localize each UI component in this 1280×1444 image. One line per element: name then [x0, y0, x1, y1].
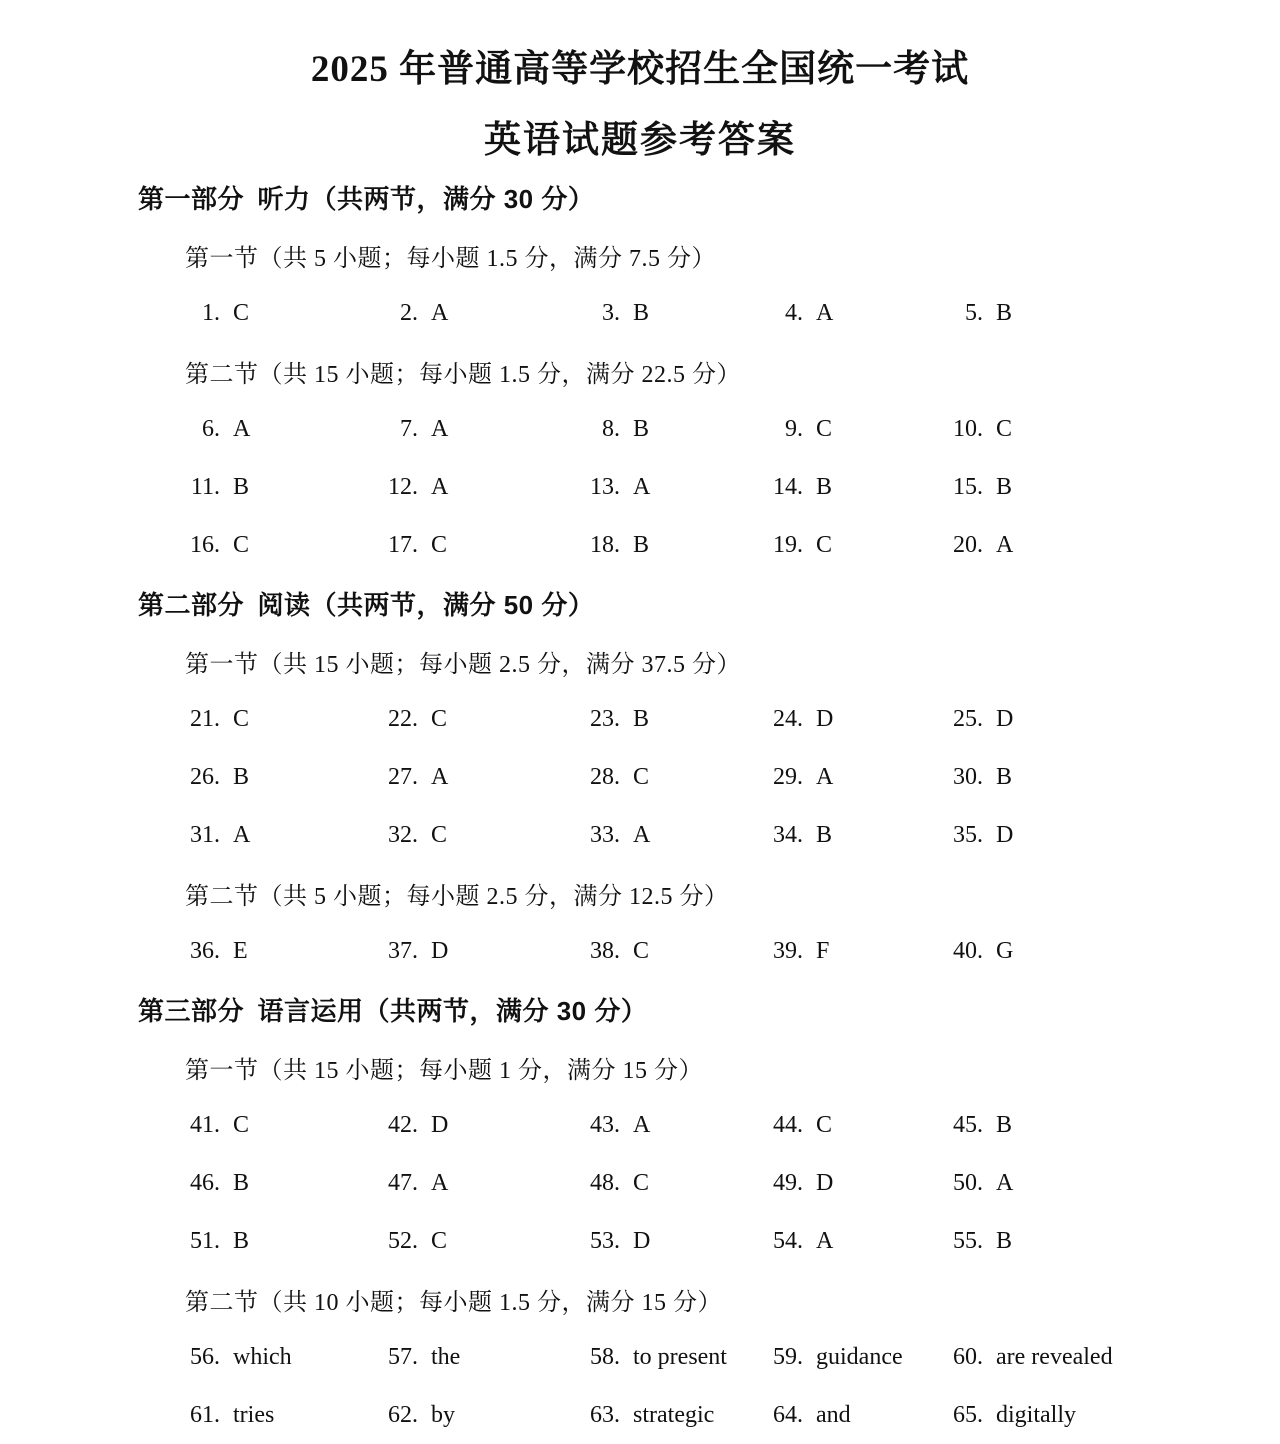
question-number: 9.: [785, 415, 803, 442]
question-number: 3.: [602, 299, 620, 326]
answer-row: [0, 1328, 1280, 1386]
answer-cell: [933, 822, 1280, 849]
answer-text: C: [233, 299, 250, 326]
answer-cell: [170, 1344, 368, 1371]
answer-text: A: [431, 763, 449, 790]
question-number: 58.: [590, 1343, 620, 1370]
answer-cell: [368, 474, 570, 501]
answer-text: A: [996, 531, 1014, 558]
question-number: 24.: [773, 705, 803, 732]
answer-cell: [170, 938, 368, 965]
part-1: [0, 168, 1280, 574]
answer-text: B: [233, 473, 250, 500]
part-3: [0, 980, 1280, 1444]
question-number: 27.: [388, 763, 418, 790]
question-number: 18.: [590, 531, 620, 558]
answer-cell: [570, 822, 753, 849]
answer-cell: [368, 416, 570, 443]
answer-text: which: [233, 1343, 292, 1370]
answer-cell: [753, 764, 933, 791]
answer-text: C: [816, 531, 833, 558]
answer-text: D: [633, 1227, 651, 1254]
answer-cell: [753, 416, 933, 443]
question-number: 47.: [388, 1169, 418, 1196]
answer-row: [0, 1212, 1280, 1270]
question-number: 17.: [388, 531, 418, 558]
question-number: 15.: [953, 473, 983, 500]
answer-cell: [570, 1170, 753, 1197]
answer-cell: [933, 474, 1280, 501]
answer-text: A: [431, 473, 449, 500]
answer-cell: [753, 1228, 933, 1255]
answer-row: [0, 1154, 1280, 1212]
question-number: 16.: [190, 531, 220, 558]
question-number: 49.: [773, 1169, 803, 1196]
question-number: 26.: [190, 763, 220, 790]
answer-row: [0, 516, 1280, 574]
answer-cell: [170, 764, 368, 791]
question-number: 23.: [590, 705, 620, 732]
answer-text: B: [816, 821, 833, 848]
question-number: 20.: [953, 531, 983, 558]
answer-cell: [753, 1344, 933, 1371]
answer-text: G: [996, 937, 1014, 964]
question-number: 28.: [590, 763, 620, 790]
answer-cell: [570, 300, 753, 327]
question-number: 53.: [590, 1227, 620, 1254]
answer-cell: [368, 1112, 570, 1139]
answer-cell: [933, 1112, 1280, 1139]
question-number: 19.: [773, 531, 803, 558]
question-number: 12.: [388, 473, 418, 500]
answer-text: C: [996, 415, 1013, 442]
answer-text: C: [633, 1169, 650, 1196]
answer-cell: [170, 474, 368, 501]
answer-text: strategic: [633, 1401, 715, 1428]
answer-cell: [368, 1170, 570, 1197]
answer-text: D: [996, 821, 1014, 848]
question-number: 5.: [965, 299, 983, 326]
answer-cell: [753, 474, 933, 501]
question-number: 35.: [953, 821, 983, 848]
question-number: 7.: [400, 415, 418, 442]
answer-text: B: [233, 1227, 250, 1254]
answer-text: E: [233, 937, 248, 964]
question-number: 63.: [590, 1401, 620, 1428]
question-number: 31.: [190, 821, 220, 848]
answer-cell: [368, 1228, 570, 1255]
answer-row: [0, 400, 1280, 458]
answer-cell: [368, 938, 570, 965]
question-number: 48.: [590, 1169, 620, 1196]
answer-cell: [170, 1228, 368, 1255]
answer-cell: [933, 300, 1280, 327]
question-number: 36.: [190, 937, 220, 964]
question-number: 42.: [388, 1111, 418, 1138]
answer-cell: [368, 822, 570, 849]
part-heading: 第二部分 阅读（共两节，满分 50 分）: [138, 589, 595, 620]
answer-text: C: [233, 705, 250, 732]
answer-text: are revealed: [996, 1343, 1113, 1370]
answer-cell: [753, 822, 933, 849]
answer-text: D: [816, 705, 834, 732]
answer-text: D: [996, 705, 1014, 732]
answer-cell: [170, 416, 368, 443]
answer-row: [0, 922, 1280, 980]
answer-text: A: [233, 821, 251, 848]
answer-text: B: [996, 1111, 1013, 1138]
section-heading: 第二节（共 5 小题；每小题 2.5 分，满分 12.5 分）: [185, 883, 729, 910]
question-number: 10.: [953, 415, 983, 442]
question-number: 41.: [190, 1111, 220, 1138]
question-number: 21.: [190, 705, 220, 732]
answer-cell: [570, 764, 753, 791]
answer-cell: [170, 1112, 368, 1139]
question-number: 34.: [773, 821, 803, 848]
answer-text: to present: [633, 1343, 727, 1370]
answer-cell: [753, 1170, 933, 1197]
question-number: 40.: [953, 937, 983, 964]
answer-cell: [170, 1170, 368, 1197]
question-number: 61.: [190, 1401, 220, 1428]
answer-cell: [753, 300, 933, 327]
answer-cell: [753, 706, 933, 733]
answer-cell: [368, 532, 570, 559]
question-number: 45.: [953, 1111, 983, 1138]
answer-text: C: [633, 763, 650, 790]
question-number: 8.: [602, 415, 620, 442]
document-subtitle: 英语试题参考答案: [484, 120, 796, 161]
question-number: 37.: [388, 937, 418, 964]
question-number: 52.: [388, 1227, 418, 1254]
answer-cell: [570, 1112, 753, 1139]
answer-text: C: [633, 937, 650, 964]
answer-text: C: [431, 531, 448, 558]
answer-cell: [570, 706, 753, 733]
document-title: 2025 年普通高等学校招生全国统一考试: [310, 49, 970, 90]
question-number: 44.: [773, 1111, 803, 1138]
answer-text: B: [996, 473, 1013, 500]
answer-text: B: [233, 1169, 250, 1196]
answer-row: [0, 284, 1280, 342]
question-number: 64.: [773, 1401, 803, 1428]
question-number: 54.: [773, 1227, 803, 1254]
answer-text: C: [233, 1111, 250, 1138]
answer-cell: [368, 1402, 570, 1429]
question-number: 56.: [190, 1343, 220, 1370]
answer-text: B: [633, 415, 650, 442]
answer-text: A: [633, 473, 651, 500]
answer-text: B: [633, 705, 650, 732]
answer-cell: [170, 300, 368, 327]
answer-cell: [368, 764, 570, 791]
answer-text: B: [633, 531, 650, 558]
answer-text: tries: [233, 1401, 275, 1428]
answer-text: guidance: [816, 1343, 903, 1370]
answer-row: [0, 1386, 1280, 1444]
question-number: 59.: [773, 1343, 803, 1370]
question-number: 29.: [773, 763, 803, 790]
answer-text: A: [996, 1169, 1014, 1196]
answer-row: [0, 458, 1280, 516]
question-number: 2.: [400, 299, 418, 326]
answer-text: B: [996, 299, 1013, 326]
answer-text: C: [431, 821, 448, 848]
part-2: [0, 574, 1280, 980]
answer-cell: [570, 1402, 753, 1429]
question-number: 1.: [202, 299, 220, 326]
section-heading: 第一节（共 5 小题；每小题 1.5 分，满分 7.5 分）: [185, 245, 716, 272]
answer-cell: [368, 706, 570, 733]
question-number: 33.: [590, 821, 620, 848]
question-number: 60.: [953, 1343, 983, 1370]
answer-cell: [933, 764, 1280, 791]
answer-text: D: [431, 1111, 449, 1138]
section-heading: 第一节（共 15 小题；每小题 2.5 分，满分 37.5 分）: [185, 651, 741, 678]
answer-text: A: [233, 415, 251, 442]
answer-cell: [170, 706, 368, 733]
answer-cell: [933, 532, 1280, 559]
answer-text: A: [633, 821, 651, 848]
answer-text: B: [233, 763, 250, 790]
answer-cell: [933, 706, 1280, 733]
question-number: 4.: [785, 299, 803, 326]
part-heading: 第一部分 听力（共两节，满分 30 分）: [138, 183, 595, 214]
answer-cell: [570, 474, 753, 501]
answer-text: C: [816, 415, 833, 442]
answer-text: B: [996, 763, 1013, 790]
answer-row: [0, 1096, 1280, 1154]
answer-cell: [570, 532, 753, 559]
answer-text: A: [431, 1169, 449, 1196]
question-number: 25.: [953, 705, 983, 732]
answer-text: A: [816, 1227, 834, 1254]
answer-cell: [933, 1170, 1280, 1197]
answer-cell: [933, 1344, 1280, 1371]
answer-cell: [933, 1228, 1280, 1255]
question-number: 46.: [190, 1169, 220, 1196]
question-number: 65.: [953, 1401, 983, 1428]
section-heading: 第一节（共 15 小题；每小题 1 分，满分 15 分）: [185, 1057, 703, 1084]
answer-key: [0, 168, 1280, 1444]
answer-cell: [570, 416, 753, 443]
question-number: 38.: [590, 937, 620, 964]
question-number: 32.: [388, 821, 418, 848]
answer-text: B: [816, 473, 833, 500]
answer-text: digitally: [996, 1401, 1076, 1428]
section-heading: 第二节（共 15 小题；每小题 1.5 分，满分 22.5 分）: [185, 361, 741, 388]
question-number: 57.: [388, 1343, 418, 1370]
answer-cell: [368, 1344, 570, 1371]
answer-row: [0, 806, 1280, 864]
answer-text: and: [816, 1401, 851, 1428]
question-number: 14.: [773, 473, 803, 500]
answer-text: A: [816, 299, 834, 326]
answer-text: B: [996, 1227, 1013, 1254]
answer-cell: [570, 1228, 753, 1255]
answer-cell: [933, 1402, 1280, 1429]
answer-text: the: [431, 1343, 461, 1370]
question-number: 6.: [202, 415, 220, 442]
answer-text: C: [431, 705, 448, 732]
question-number: 43.: [590, 1111, 620, 1138]
answer-cell: [753, 938, 933, 965]
answer-text: D: [431, 937, 449, 964]
answer-cell: [368, 300, 570, 327]
answer-text: by: [431, 1401, 455, 1428]
answer-text: D: [816, 1169, 834, 1196]
answer-cell: [170, 532, 368, 559]
answer-cell: [170, 1402, 368, 1429]
answer-row: [0, 748, 1280, 806]
answer-cell: [933, 938, 1280, 965]
question-number: 55.: [953, 1227, 983, 1254]
answer-text: B: [633, 299, 650, 326]
answer-text: A: [633, 1111, 651, 1138]
answer-cell: [570, 1344, 753, 1371]
answer-cell: [753, 1112, 933, 1139]
question-number: 22.: [388, 705, 418, 732]
answer-text: C: [431, 1227, 448, 1254]
answer-cell: [933, 416, 1280, 443]
question-number: 62.: [388, 1401, 418, 1428]
question-number: 11.: [190, 473, 220, 500]
section-heading: 第二节（共 10 小题；每小题 1.5 分，满分 15 分）: [185, 1289, 722, 1316]
answer-text: A: [431, 415, 449, 442]
answer-cell: [170, 822, 368, 849]
answer-text: C: [233, 531, 250, 558]
question-number: 51.: [190, 1227, 220, 1254]
answer-text: A: [816, 763, 834, 790]
answer-cell: [570, 938, 753, 965]
answer-text: A: [431, 299, 449, 326]
part-heading: 第三部分 语言运用（共两节，满分 30 分）: [138, 995, 648, 1026]
question-number: 50.: [953, 1169, 983, 1196]
answer-row: [0, 690, 1280, 748]
question-number: 13.: [590, 473, 620, 500]
answer-text: C: [816, 1111, 833, 1138]
answer-cell: [753, 532, 933, 559]
question-number: 30.: [953, 763, 983, 790]
answer-cell: [753, 1402, 933, 1429]
question-number: 39.: [773, 937, 803, 964]
answer-text: F: [816, 937, 830, 964]
